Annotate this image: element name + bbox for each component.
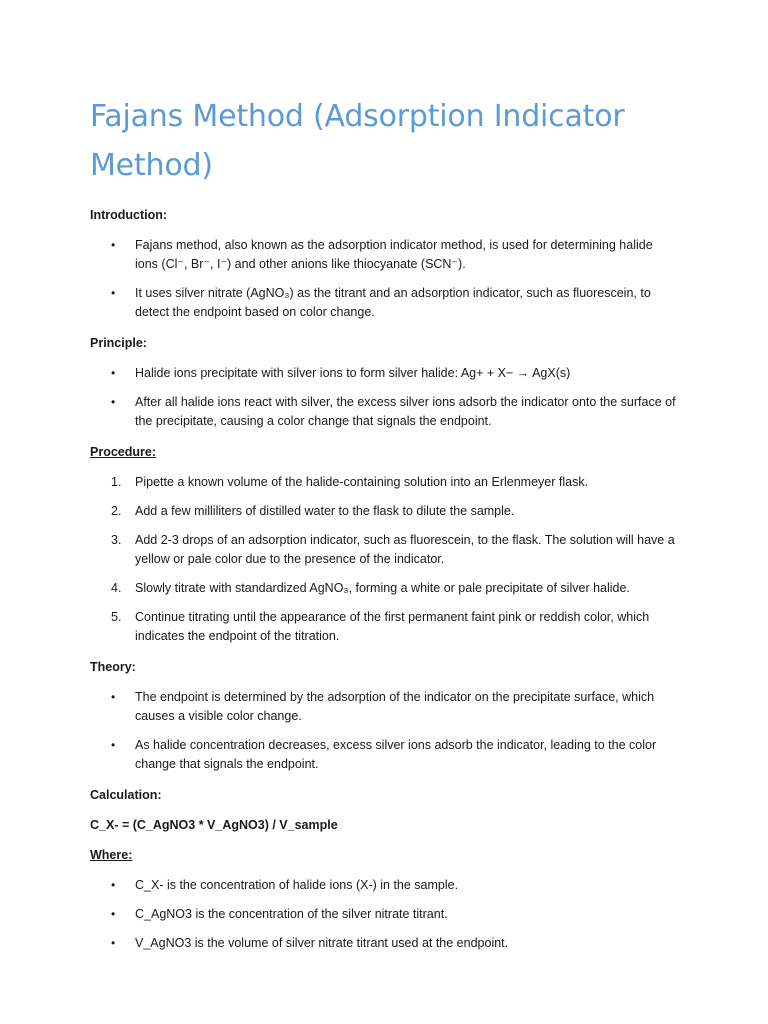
procedure-step [90,473,678,492]
step-text: Slowly titrate with standardized AgNO₃, forming a white or pale precipitate of silver halide. [135,581,630,595]
procedure-step [90,608,678,646]
list-item: • The endpoint is determined by the adsorption of the indicator on the precipitate surface, which causes a visible color change. [90,688,678,726]
introduction-list [90,236,678,322]
list-item: • C_AgNO3 is the concentration of the silver nitrate titrant. [90,905,678,924]
calculation-formula: C_X- = (C_AgNO3 * V_AgNO3) / V_sample [90,818,338,832]
procedure-list [90,473,678,646]
page-title: Fajans Method (Adsorption Indicator Method) [90,99,625,183]
calculation-heading: Calculation: [90,788,162,802]
where-list [90,876,678,953]
theory-list [90,688,678,774]
list-item: • After all halide ions react with silver, the excess silver ions adsorb the indicator onto the surface of the precipitate, causing a color change that signals the endpoint. [90,393,678,431]
procedure-step [90,502,678,521]
where-heading: Where: [90,848,133,862]
list-item: • Fajans method, also known as the adsorption indicator method, is used for determining halide ions (Cl⁻, Br⁻, I⁻) and other anions like thiocyanate (SCN⁻). [90,236,678,274]
step-number: 1. [111,475,122,489]
list-item: • C_X- is the concentration of halide ions (X-) in the sample. [90,876,678,895]
step-text: Add a few milliliters of distilled water to the flask to dilute the sample. [135,504,515,518]
procedure-heading: Procedure: [90,445,156,459]
list-item: • It uses silver nitrate (AgNO₃) as the titrant and an adsorption indicator, such as fluorescein, to detect the endpoint based on color change. [90,284,678,322]
step-number: 4. [111,581,122,595]
procedure-step [90,579,678,598]
step-text: Pipette a known volume of the halide-containing solution into an Erlenmeyer flask. [135,475,589,489]
step-number: 3. [111,533,122,547]
procedure-step [90,531,678,569]
step-text: Add 2-3 drops of an adsorption indicator, such as fluorescein, to the flask. The solution will have a yellow or pale color due to the presence of the indicator. [135,533,675,566]
list-item: • Halide ions precipitate with silver ions to form silver halide: Ag+ + X− → AgX(s) [90,364,678,383]
list-item: • As halide concentration decreases, excess silver ions adsorb the indicator, leading to the color change that signals the endpoint. [90,736,678,774]
step-number: 2. [111,504,122,518]
theory-heading: Theory: [90,660,136,674]
list-item: • V_AgNO3 is the volume of silver nitrate titrant used at the endpoint. [90,934,678,953]
step-text: Continue titrating until the appearance of the first permanent faint pink or reddish color, which indicates the endpoint of the titration. [135,610,650,643]
principle-heading: Principle: [90,336,147,350]
introduction-heading: Introduction: [90,208,168,222]
step-number: 5. [111,610,122,624]
principle-list [90,364,678,431]
